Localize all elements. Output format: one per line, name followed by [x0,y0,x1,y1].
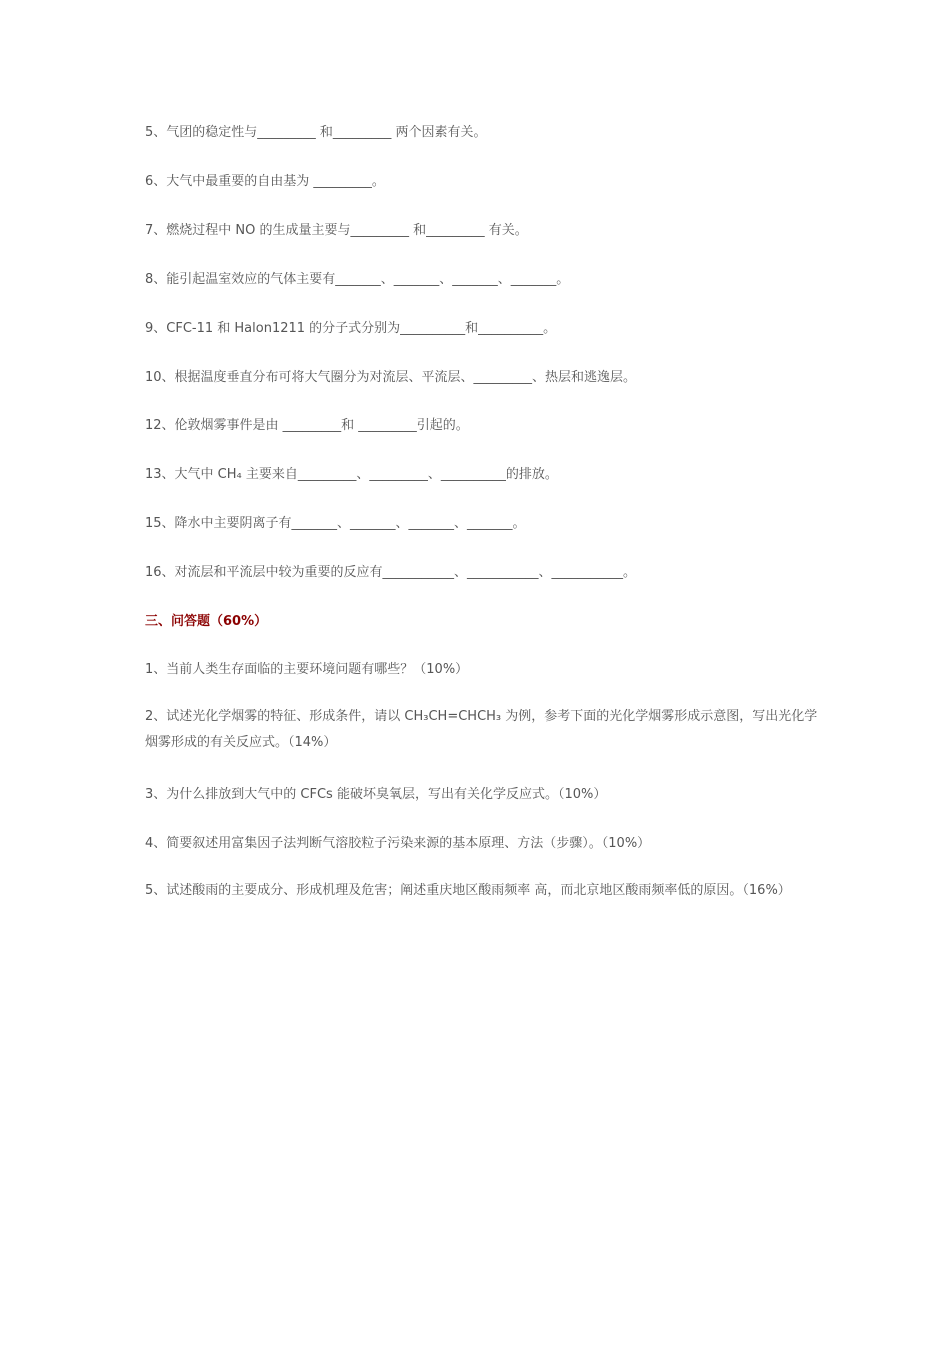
question-6: 6、大气中最重要的自由基为 _________。 [145,174,385,189]
essay-question-1: 1、当前人类生存面临的主要环境问题有哪些？（10%） [145,662,469,677]
essay-question-4: 4、简要叙述用富集因子法判断气溶胶粒子污染来源的基本原理、方法（步骤）。（10%） [145,836,651,851]
question-8: 8、能引起温室效应的气体主要有_______、_______、_______、_______。 [145,272,570,287]
question-10: 10、根据温度垂直分布可将大气圈分为对流层、平流层、_________、热层和逃逸层。 [145,370,637,385]
question-13: 13、大气中 CH₄ 主要来自_________、_________、__________的排放。 [145,467,558,482]
question-15: 15、降水中主要阴离子有_______、_______、_______、_______。 [145,516,526,531]
essay-question-2: 2、试述光化学烟雾的特征、形成条件，请以 CH₃CH=CHCH₃ 为例，参考下面的光化学烟雾形成示意图，写出光化学烟雾形成的有关反应式。（14%） [145,709,818,750]
question-5: 5、气团的稳定性与_________ 和_________ 两个因素有关。 [145,125,487,140]
question-9: 9、CFC-11 和 Halon1211 的分子式分别为__________和__________。 [145,321,557,336]
question-12: 12、伦敦烟雾事件是由 _________和 _________引起的。 [145,418,469,433]
essay-question-3: 3、为什么排放到大气中的 CFCs 能破坏臭氧层，写出有关化学反应式。（10%） [145,787,607,802]
section-heading: 三、问答题（60%） [145,614,268,629]
question-16: 16、对流层和平流层中较为重要的反应有___________、___________、___________。 [145,565,637,580]
essay-question-5: 5、试述酸雨的主要成分、形成机理及危害；阐述重庆地区酸雨频率 高，而北京地区酸雨频率低的原因。（16%） [145,883,791,898]
question-7: 7、燃烧过程中 NO 的生成量主要与_________ 和_________ 有关。 [145,223,528,238]
